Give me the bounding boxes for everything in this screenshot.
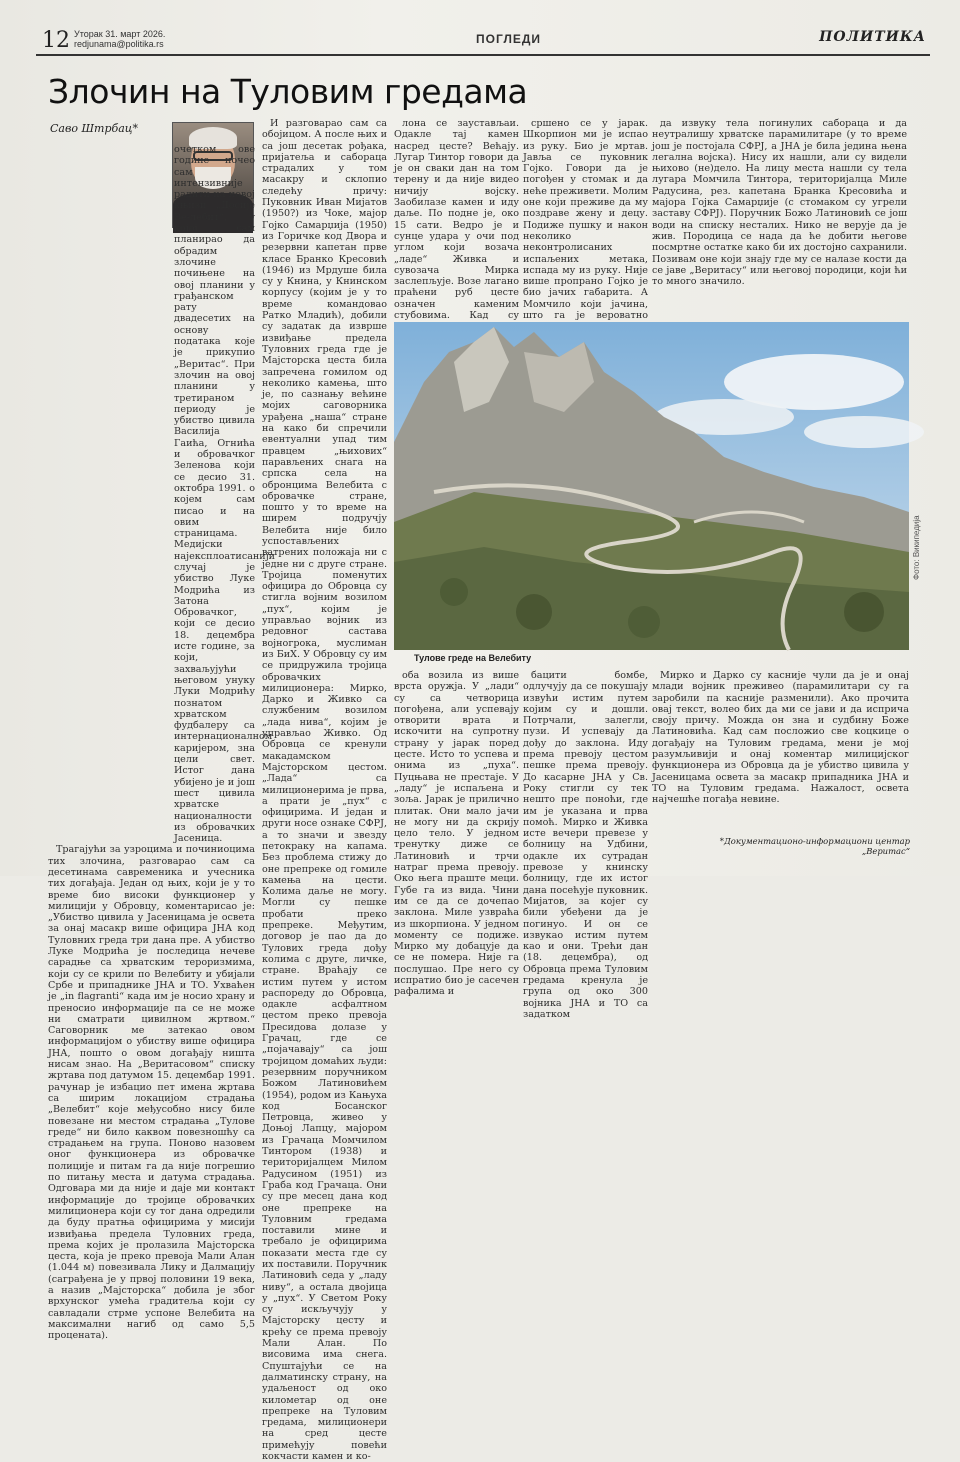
author-footnote: *Документационо-информациони центар „Веритас“ [719, 836, 910, 856]
article-column-9 [652, 670, 909, 834]
newspaper-logo: ПОЛИТИКА [819, 29, 926, 45]
section-title: ПОГЛЕДИ [476, 32, 542, 46]
article-byline: Саво Штрбац* [50, 122, 138, 135]
article-headline: Злочин на Туловим гредама [48, 72, 528, 111]
article-text: оба возила из више врста оружја. У „лади“ су са четворица погођена, али успевају отворити врата и искочити на супротну страну у јарак поред цесте. Исто то успева и онима из „пуха“. Пуцњава не престаје. У „ладу“ је испаљена и зоља. Јарак је прилично плитак. Они мало јачи не могу ни да скрију цело тело. У једном тренутку диже се Латиновић и трчи натраг према превоју. Око њега праште меци. Губе га из вида. Чини им се да се дочепао заклона. Миле узвраћа из шкорпиона. У једном моменту се подиже. Мирко му добацује да се не помера. Није га послушао. Пре него су испратио био је сасечен рафалима и [394, 670, 519, 998]
photo-caption: Тулове греде на Велебиту [414, 653, 532, 663]
page-number: 12 [42, 28, 70, 53]
article-intro: очетком ове године почео сам интензивније радити на новој књизи „Досије Ве-лебит“, у којој сам планирао да обрадим злочине почињене на овој планини у грађанском рату двадесетих на основу података које је прикупио „Веритас“. При злочин на овој планини у третираном периоду је убиство цивила Василија Гаића, Огнића и обровачког Зеленова који се десио 31. октобра 1991. о којем сам писао и на овим страницама. Медијски најексплоатисанији случај је убиство Луке Модрића из Затона Обровачког, који се десио 18. децембра исте године, за који, захваљујући његовом унуку Луки Модрићу познатом хрватском фудбалеру са интернационалном каријером, зна цели свет. Истог дана убијено је и још шест цивила хрватске националности из обровачких Јасеница. [174, 144, 276, 845]
photo-credit: Фото: Википедија [912, 515, 921, 580]
article-column-1 [48, 144, 276, 1342]
article-column-4 [523, 118, 648, 322]
article-column-8 [523, 670, 648, 1020]
article-column-7 [394, 670, 519, 998]
article-text: И разговарао сам са обојицом. А после њих и са још десетак рођака, пријатеља и сабораца страдалих у том масакру и склопио следећу причу: Пуковник Иван Мијатов (1950?) из Чоке, мајор Гојко Самарџија (1950) из Горичке код Двора и резервни капетан прве класе Бранко Кресовић (1946) из Мрдуше била су у Книна, у Книнском корпусу (којим је у то време командовао Ратко Младић), добили су задатак да изврше извиђање предела Туловних греда где је Мајсторска цеста била запречена гомилом од неколико камења, што је, по сазнању већине мојих саговорника урађена „наша“ стране на како би спречили евентуални упад тим правцем „њихових“ парављених снага на српска села на обронцима Велебита с обровачке стране, пошто у то време на ширем подручју Велебита није било успостављених ватрених положаја ни с једне ни с друге стране. Тројица поменутих официра до Обровца су стигла војним возилом „пух“, којим је управљао војник из редовног састава војногрoка, муслиман из БиХ. У Обровцу су им се придружила тројица обровачких милиционера: Мирко, Дарко и Живко са службеним возилом „лада нива“, којим је управљао Живко. Од Обровца се кренули макадамском Мајсторском цестом. „Лада“ са милиционерима је прва, а прати је „пух“ с официрима. И један и други носе ознаке СФРЈ, а то значи и звезду петокраку на капама. Без проблема стижу до оне препреке од гомиле камења на цести. Колима даље не могу. Могли су пешке пробати преко препреке. Међутим, договор је пао да до Туловиx греда дођу колима с друге, личке, стране. Враћају се истим путем у истом распореду до Обровца, одакле асфалтном цестом преко превоја Пресидова долазе у Грачац, где се „појачавају“ са још тројицом домаћих људи: резервним поручником Божом Латиновићем (1954), родом из Кањуха код Босанског Петровца, живео у Доњој Лапцу, мајором из Грачаца Момчилом Тинтором (1938) и територијалцем Милом Радусином (1951) из Граба код Грачаца. Они су пре месец дана код оне препреке на Туловним гредама поставили мине и требало је официрима показати места где су их поставили. Поручник Латиновић седа у „ладу ниву“, а остала двојица у „пух“. У Светом Року су искључују у Мајсторску цесту и крећу се према превоју Мали Алан. По висовима има снега. Спуштајући се на далматинску страну, на удаљеност од око километар од оне препреке на Туловим гредама, милиционери на сред цесте примећују повећи кокчасти камен и ко- [262, 118, 387, 1462]
issue-date-text: Уторак 31. март 2026. [74, 29, 166, 39]
article-text: да извуку тела погинулих сабораца и да неутралишу хрватске парамилитаре (у то време још је постојала СФРЈ, а ЈНА је била једина њена легална војска). Нису их нашли, али су видели њихово (не)дело. На лицу места нашли су тела лугара Момчила Тинтора, територијалца Миле Радусина, рез. капетана Бранка Кресовића и мајора Гојка Самарџије (с стомаком су угрели заставу СФРЈ). Поручник Божо Латиновић се још води на списку несталих. Нико не верује да је жив. Породица се нада да ће добити његове посмртне остатке како би их достојно сахранили. Позивам оне који знају где му се налазе кости да се јаве „Веритасу“ или његовој породици, који ћи то много значило. [652, 118, 907, 288]
issue-email: redjunama@politika.rs [74, 39, 164, 49]
article-column-3 [394, 118, 519, 322]
article-text: лона се заустављаи. Одакле тај камен насред цесте? Већају. Лугар Тинтор говори да је он сваки дан на том терену и да није видео ничију војску. Заобилазе камен и иду даље. По подне је, око 15 сати. Ведро је и сунце удара у очи под углом који возача „ладе“ Живка и сувозача Мирка заслепљује. Возе лагано праћени руб цесте означен каменим стубовима. Кад су [394, 118, 519, 322]
article-column-5 [652, 118, 907, 322]
article-text: Мирко и Дарко су касније чули да је и онај млади војник преживео (парамилитари су га заробили па касније разменили). Ако прочита овај текст, волео бих да ми се јави и да исприча своју причу. Можда он зна и судбину Боже Латиновића. Кад сам посложио све коцкице о догађају на Туловим гредама, мени је мој разумљивији и онај коментар милицијског функционера из Обровца да је убиство цивила у Јасеницама освета за масакр припадника ЈНА и ТО на Туловим гредама. Нажалост, освета најчешће погађа невине. [652, 670, 909, 806]
article-column-2 [262, 118, 387, 1462]
landscape-photo [394, 322, 909, 650]
page-header [36, 26, 930, 56]
article-text: сршено се у јарак. Шкорпион ми је испао из руку. Био је мртав. Јављa се пуковник Гојко. Говори да је погођен у стомак и да неће преживети. Молим оне који преживе да му поздраве жену и децу. Подиже пушку и након неколико неконтролисаних испаљених метака, испада му из руку. Није више пропрано Гојко је био јачих габарита. А Момчило који јачина, што га је вероватно [523, 118, 648, 322]
article-text: бацити бомбе, одлучују да се покушају извући истим путем којим су и дошли. Потрчали, залегли, пузи. И успевају да дођу до заклона. Иду према превоју цестом пешке према превоју. До касарне ЈНА у Св. Року стигли су тек нешто пре поноћи, где им је указана и прва помоћ. Мирко и Живка исте вечери превезе у болницу на Удбини, одакле их сутрадан превозе у книнску болницу, где их истог дана посећује пуковник. Мијатов, за којег су били убеђени да је погинуо. И он се извукао истим путем као и они. Трећи дан (18. децембра), од Обровца према Туловим гредама кренула је група од око 300 војника ЈНА и ТО са задатком [523, 670, 648, 1020]
article-text: Трагајући за узроцима и починиоцима тих злочина, разговарао сам са десетинама савременика и учесника тих догађаја. Један од њих, који је у то време био високи функционер у милицији у Обровцу, коментарисао је: „Убиство цивила у Јасеницама је осветa за онај масакр више официра ЈНА код Туловних греда три дана пре. А убиство Луке Модрића је последица нечеве сарадње са хрватским тероризмима, који су се крили по Велебиту и убијали Србе и припаднике ЈНА и ТО. Ухваћен је „in flagranti“ када им је носио храну и преносио информације па се не може ни сматрати цивилном жртвом.“ Саговорник ме затекао овом информацијом о убиству више официра ЈНА, пошто о овом догађају ништа нисам знао. На „Веритасовом“ списку жртава под датумом 15. децембар 1991. рачунар је избацио пет имена жртава са ширим локацијом страдања „Велебит“ које међусобно нису биле повезане ни местом страдања „Тулове греде“ ни било каквом повезношћу са страдањем на групa. Поново назовем оног функционера из обровачке полиције и питам га да није погрешио по питању места и датума страдања. Одговара ми да није и даје ми контакт информације до тројице обровачких милиционера који су тог дана одредили да буду пратња официрима у мисији извиђања предела Туловних греда, према којих је пролазила Мајсторска цеста, која је преко превоја Мали Алан (1.044 м) повезивала Лику и Далмацију (саграђена је у првој половини 19 века, а назив „Мајсторска“ добила је због врхунског умећа градитеља који су савладали стрме успоне Велебита на максимални нагиб од само 5,5 процената). [48, 844, 255, 1342]
issue-date [74, 29, 165, 49]
